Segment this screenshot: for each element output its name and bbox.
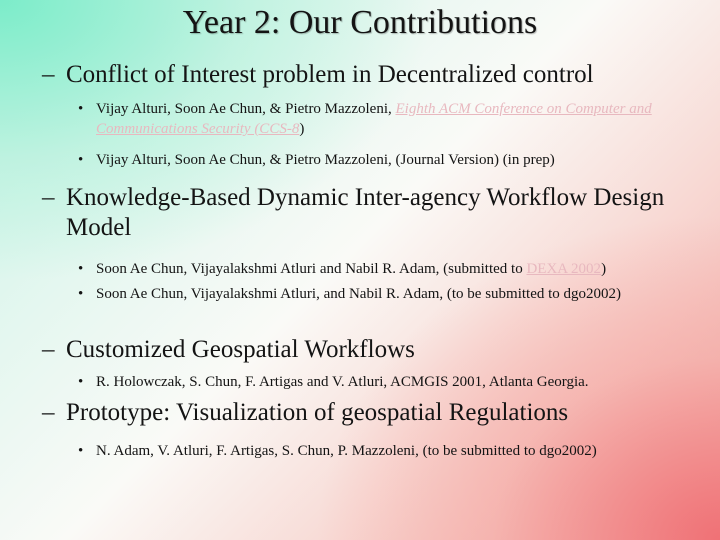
bullet-marker: • — [78, 286, 84, 302]
citation-text: Soon Ae Chun, Vijayalakshmi Atluri and Nabil R. Adam, (submitted to — [96, 261, 527, 277]
section-heading: Customized Geospatial Workflows — [66, 336, 415, 363]
list-item — [78, 284, 712, 304]
bullet-marker: • — [78, 374, 84, 390]
list-item — [78, 150, 712, 170]
bullet-marker: • — [78, 101, 84, 117]
list-item — [78, 99, 712, 139]
dash-marker: – — [42, 399, 55, 426]
list-item-text — [78, 99, 712, 139]
list-item — [78, 441, 712, 461]
dexa-2002-link[interactable]: DEXA 2002 — [526, 261, 602, 277]
dash-marker: – — [42, 61, 55, 88]
ccs8-conference-link[interactable]: Eighth ACM Conference on Computer and Communications Security (CCS-8 — [96, 101, 652, 137]
section-heading: Conflict of Interest problem in Decentralized control — [66, 61, 594, 88]
citation-text-end: ) — [299, 121, 305, 137]
section-heading: Knowledge-Based Dynamic Inter-agency Workflow Design Model — [66, 184, 665, 241]
bullet-marker: • — [78, 152, 84, 168]
list-item-text: R. Holowczak, S. Chun, F. Artigas and V. Atluri, ACMGIS 2001, Atlanta Georgia. — [96, 374, 589, 390]
bullet-marker: • — [78, 443, 84, 459]
section-knowledge-based-workflow — [42, 183, 702, 243]
section-conflict-of-interest — [42, 60, 702, 90]
section-prototype-visualization — [42, 398, 702, 428]
list-item-text: Soon Ae Chun, Vijayalakshmi Atluri, and Nabil R. Adam, (to be submitted to dgo2002) — [96, 286, 622, 302]
section-geospatial-workflows — [42, 335, 702, 365]
list-item-text: Vijay Alturi, Soon Ae Chun, & Pietro Mazzoleni, (Journal Version) (in prep) — [96, 152, 555, 168]
list-item-text: N. Adam, V. Atluri, F. Artigas, S. Chun, P. Mazzoleni, (to be submitted to dgo2002) — [96, 443, 597, 459]
list-item — [78, 259, 712, 279]
citation-text-end: ) — [601, 261, 607, 277]
list-item — [78, 372, 712, 392]
list-item-text — [78, 259, 712, 279]
citation-text: Vijay Alturi, Soon Ae Chun, & Pietro Mazzoleni, — [96, 101, 396, 117]
bullet-marker: • — [78, 261, 84, 277]
section-heading: Prototype: Visualization of geospatial Regulations — [66, 399, 569, 426]
dash-marker: – — [42, 336, 55, 363]
dash-marker: – — [42, 184, 55, 211]
slide-title: Year 2: Our Contributions — [182, 4, 538, 41]
